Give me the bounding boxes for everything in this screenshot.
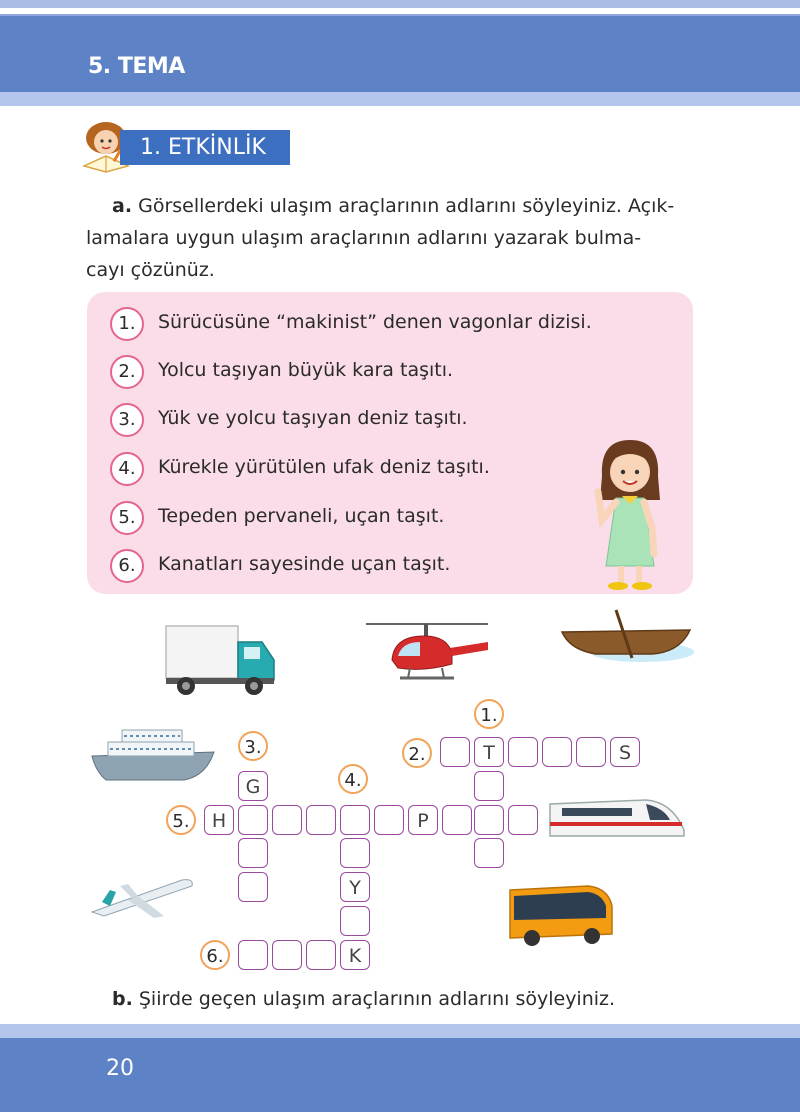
crossword-cell[interactable] [340,906,370,936]
crossword-cell[interactable] [508,737,538,767]
crossword-cell[interactable]: G [238,771,268,801]
crossword-number-2: 2. [402,738,432,768]
clue-text: Kanatları sayesinde uçan taşıt. [158,553,451,575]
clue-number: 6. [110,549,144,583]
airplane-icon [88,872,198,922]
crossword-cell[interactable] [306,940,336,970]
part-a-text-1: Görsellerdeki ulaşım araçlarının adlarını söyleyiniz. Açık- [138,195,675,217]
footer-stripe [0,1024,800,1038]
crossword-cell[interactable] [542,737,572,767]
crossword-cell[interactable] [576,737,606,767]
crossword-cell[interactable] [238,805,268,835]
part-b-line [112,983,732,1015]
clue-number: 3. [110,403,144,437]
header-top-stripe [0,0,800,8]
header-line [0,14,800,16]
girl-illustration-icon [588,436,672,592]
crossword-cell[interactable]: S [610,737,640,767]
crossword-cell[interactable] [440,737,470,767]
ship-icon [88,722,218,784]
header-bottom-stripe [0,92,800,106]
theme-title: 5. TEMA [88,54,185,79]
crossword-cell[interactable] [442,805,472,835]
clue-text: Tepeden pervaneli, uçan taşıt. [158,505,445,527]
clue-number: 5. [110,501,144,535]
page-number: 20 [106,1056,134,1081]
crossword-cell[interactable] [374,805,404,835]
crossword-number-6: 6. [200,940,230,970]
crossword-cell[interactable]: K [340,940,370,970]
crossword-number-3: 3. [238,731,268,761]
part-b-text: Şiirde geçen ulaşım araçlarının adlarını söyleyiniz. [138,988,616,1010]
clue-number: 2. [110,355,144,389]
rowboat-icon [556,608,696,668]
truck-icon [162,620,282,698]
crossword-cell[interactable] [508,805,538,835]
clue-text: Yük ve yolcu taşıyan deniz taşıtı. [158,407,468,429]
crossword-cell[interactable] [238,838,268,868]
crossword-cell[interactable]: Y [340,872,370,902]
crossword-cell[interactable] [306,805,336,835]
crossword-number-5: 5. [166,805,196,835]
crossword-cell[interactable] [340,838,370,868]
crossword-cell[interactable] [272,940,302,970]
part-b-marker: b. [112,988,133,1010]
clue-text: Sürücüsüne “makinist” denen vagonlar dizisi. [158,311,592,333]
part-a-line-1 [112,190,732,222]
crossword-cell[interactable] [474,771,504,801]
activity-label: 1. ETKİNLİK [140,135,266,160]
crossword-cell[interactable] [238,872,268,902]
crossword-cell[interactable]: H [204,805,234,835]
crossword-number-4: 4. [338,764,368,794]
crossword-cell[interactable] [272,805,302,835]
crossword-cell[interactable] [474,838,504,868]
clue-text: Yolcu taşıyan büyük kara taşıtı. [158,359,454,381]
train-icon [546,790,688,844]
crossword-cell[interactable]: T [474,737,504,767]
crossword-cell[interactable] [340,805,370,835]
helicopter-icon [364,616,494,690]
part-a-marker: a. [112,195,133,217]
crossword-cell[interactable] [238,940,268,970]
crossword-number-1: 1. [474,699,504,729]
clue-number: 4. [110,452,144,486]
part-a-line-2: lamalara uygun ulaşım araçlarının adlarını yazarak bulma- [86,227,642,249]
crossword-cell[interactable] [474,805,504,835]
bus-icon [504,882,616,948]
clue-text: Kürekle yürütülen ufak deniz taşıtı. [158,456,490,478]
part-a-line-3: cayı çözünüz. [86,259,215,281]
crossword-cell[interactable]: P [408,805,438,835]
clue-number: 1. [110,307,144,341]
